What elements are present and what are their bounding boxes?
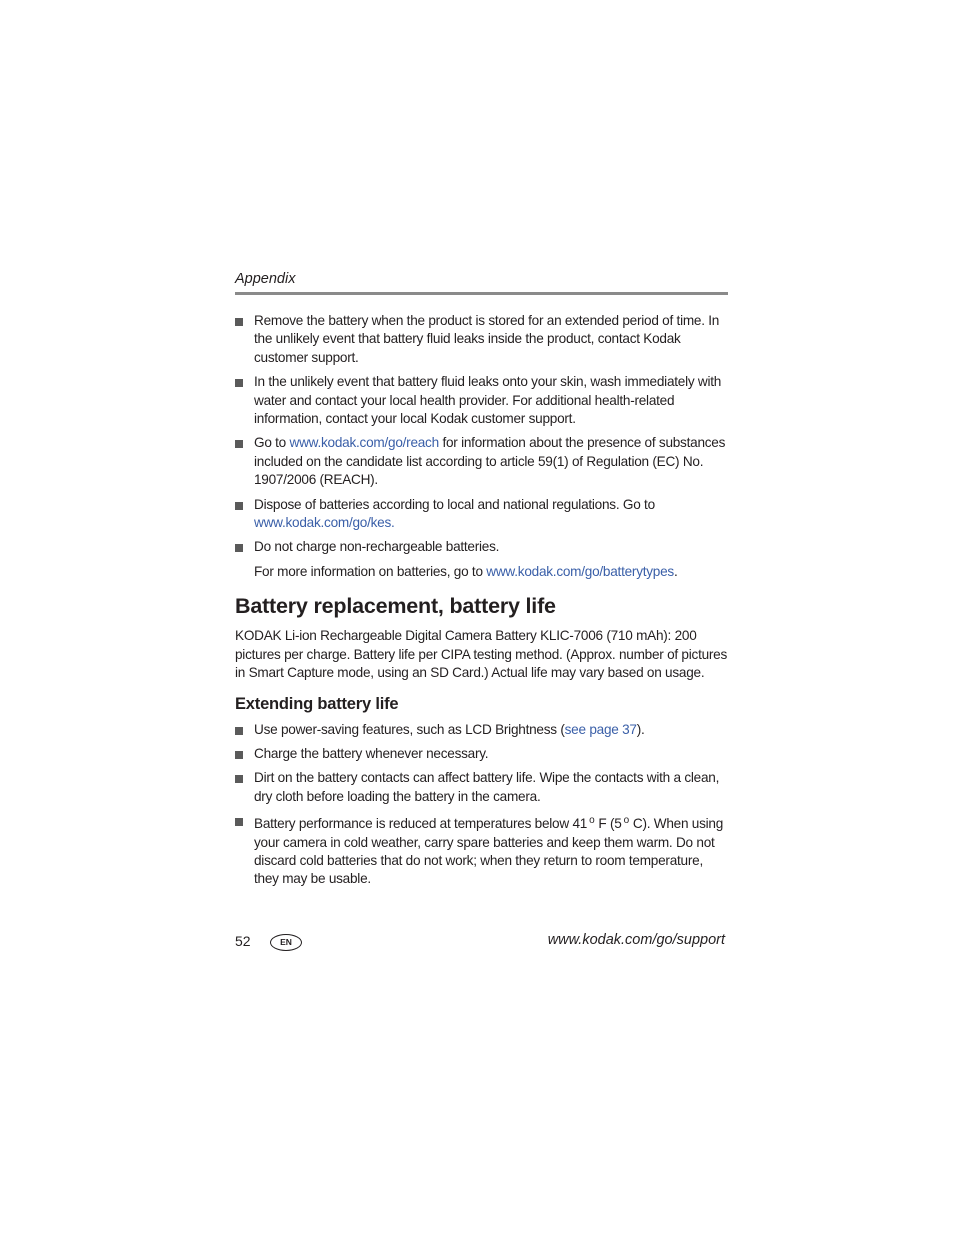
- list-item-text: Go to: [254, 435, 290, 451]
- degree-symbol: o: [589, 815, 595, 827]
- list-item: [235, 745, 728, 763]
- list-item-text: Dispose of batteries according to local and national regulations. Go to: [254, 496, 655, 512]
- list-item-text: Remove the battery when the product is stored for an extended period of time. In the unlikely event that battery fluid leaks inside the product, contact Kodak customer support.: [254, 313, 720, 365]
- battery-info-note: [235, 563, 728, 581]
- list-item: [235, 496, 728, 533]
- reach-link[interactable]: www.kodak.com/go/reach: [289, 435, 439, 451]
- list-item: [235, 721, 728, 739]
- list-item: [235, 312, 728, 367]
- header-divider: [235, 292, 728, 295]
- support-url[interactable]: www.kodak.com/go/support: [547, 932, 725, 948]
- list-item: [235, 538, 728, 556]
- battery-safety-list: [235, 312, 728, 557]
- list-item-text: for information about the presence of substances included on the candidate list according to article 59(1) of Regulation (EC) No. 1907/2006 (REACH).: [254, 435, 726, 488]
- list-item-text: F (5: [598, 816, 622, 832]
- bullet-square-icon: [235, 818, 243, 826]
- degree-symbol: o: [623, 815, 629, 827]
- subsection-title: Extending battery life: [235, 694, 399, 713]
- list-item-text: ).: [636, 721, 645, 737]
- bullet-square-icon: [235, 775, 243, 783]
- bullet-square-icon: [235, 751, 243, 759]
- list-item-text: Use power-saving features, such as LCD Brightness (: [254, 721, 565, 737]
- see-page-link[interactable]: see page 37: [564, 721, 637, 737]
- bullet-square-icon: [235, 440, 243, 448]
- page-footer: [235, 931, 728, 953]
- bullet-square-icon: [235, 318, 243, 326]
- note-text: For more information on batteries, go to: [254, 563, 487, 579]
- bullet-square-icon: [235, 544, 243, 552]
- list-item-text: Charge the battery whenever necessary.: [254, 745, 489, 761]
- list-item: [235, 373, 728, 428]
- kes-link[interactable]: www.kodak.com/go/kes.: [254, 515, 395, 531]
- running-header: Appendix: [235, 271, 296, 287]
- battery-life-tips-list: [235, 721, 728, 889]
- list-item: [235, 434, 728, 489]
- list-item-text: C). When using your camera in cold weather, carry spare batteries and keep them warm. Do not discard cold batteries that do not work; when they return to room temperature, they may be usable.: [254, 816, 724, 887]
- bullet-square-icon: [235, 502, 243, 510]
- language-badge: EN: [270, 934, 302, 951]
- bullet-square-icon: [235, 379, 243, 387]
- section-body: KODAK Li-ion Rechargeable Digital Camera Battery KLIC-7006 (710 mAh): 200 pictures per charge. Battery life per CIPA testing method. (Approx. number of pictures in Smart Capture mode, using an SD Card.) Actual life may vary based on usage.: [235, 628, 728, 681]
- note-text: .: [673, 563, 678, 579]
- list-item-text: Battery performance is reduced at temperatures below 41: [254, 816, 588, 832]
- list-item-text: In the unlikely event that battery fluid leaks onto your skin, wash immediately with water and contact your local health provider. For additional health-related information, contact your local Kodak customer support.: [254, 374, 722, 427]
- list-item-text: Do not charge non-rechargeable batteries.: [254, 539, 500, 555]
- list-item: [235, 769, 728, 806]
- bullet-square-icon: [235, 727, 243, 735]
- manual-page: [235, 0, 728, 1235]
- list-item-text: Dirt on the battery contacts can affect battery life. Wipe the contacts with a clean, dry cloth before loading the battery in the camera.: [254, 770, 720, 804]
- batterytypes-link[interactable]: www.kodak.com/go/batterytypes: [486, 563, 674, 579]
- section-title: Battery replacement, battery life: [235, 594, 556, 619]
- page-number: 52: [235, 933, 251, 949]
- list-item: [235, 812, 728, 889]
- page-content: [235, 312, 728, 895]
